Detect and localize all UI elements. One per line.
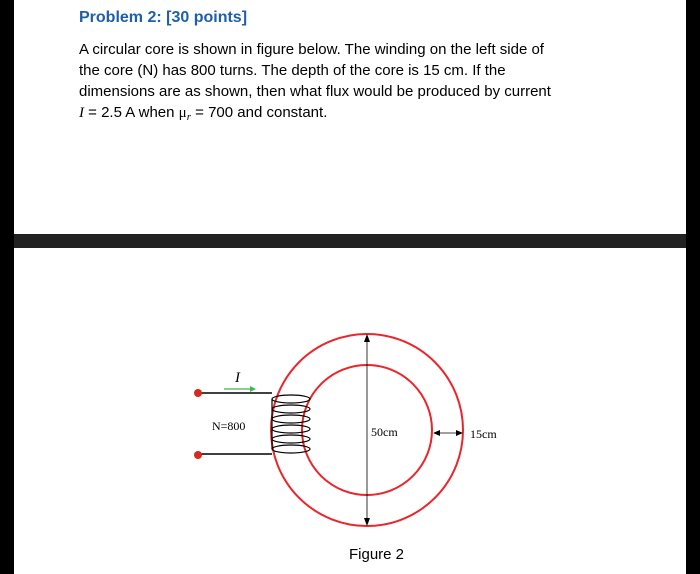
diameter-arrow-top [364,334,370,342]
mu-symbol: μ [178,105,187,121]
statement-line-3: dimensions are as shown, then what flux would be produced by current [79,83,551,100]
core-width-label: 15cm [470,427,497,441]
terminal-bottom [194,451,202,459]
statement-permeability-value: = 700 and constant. [191,104,328,121]
current-arrow-head [250,386,256,392]
diameter-arrow-bottom [364,518,370,526]
terminal-top [194,389,202,397]
problem-statement [79,39,607,128]
figure-caption: Figure 2 [349,546,405,563]
inner-diameter-label: 50cm [371,425,398,439]
mu-subscript: r [186,111,191,123]
statement-line-2: the core (N) has 800 turns. The depth of the core is 15 cm. If the [79,62,506,79]
magnetic-core-figure [0,248,700,574]
statement-line-1: A circular core is shown in figure below. The winding on the left side of [79,41,544,58]
turns-label: N=800 [212,419,246,433]
width-arrow-left [433,430,440,436]
problem-heading: Problem 2: [30 points] [79,9,248,26]
current-symbol: I [79,105,84,121]
current-label: I [235,370,240,386]
statement-line-4 [79,102,607,128]
statement-current-value: = 2.5 A when [84,104,179,121]
divider-band [14,234,686,248]
